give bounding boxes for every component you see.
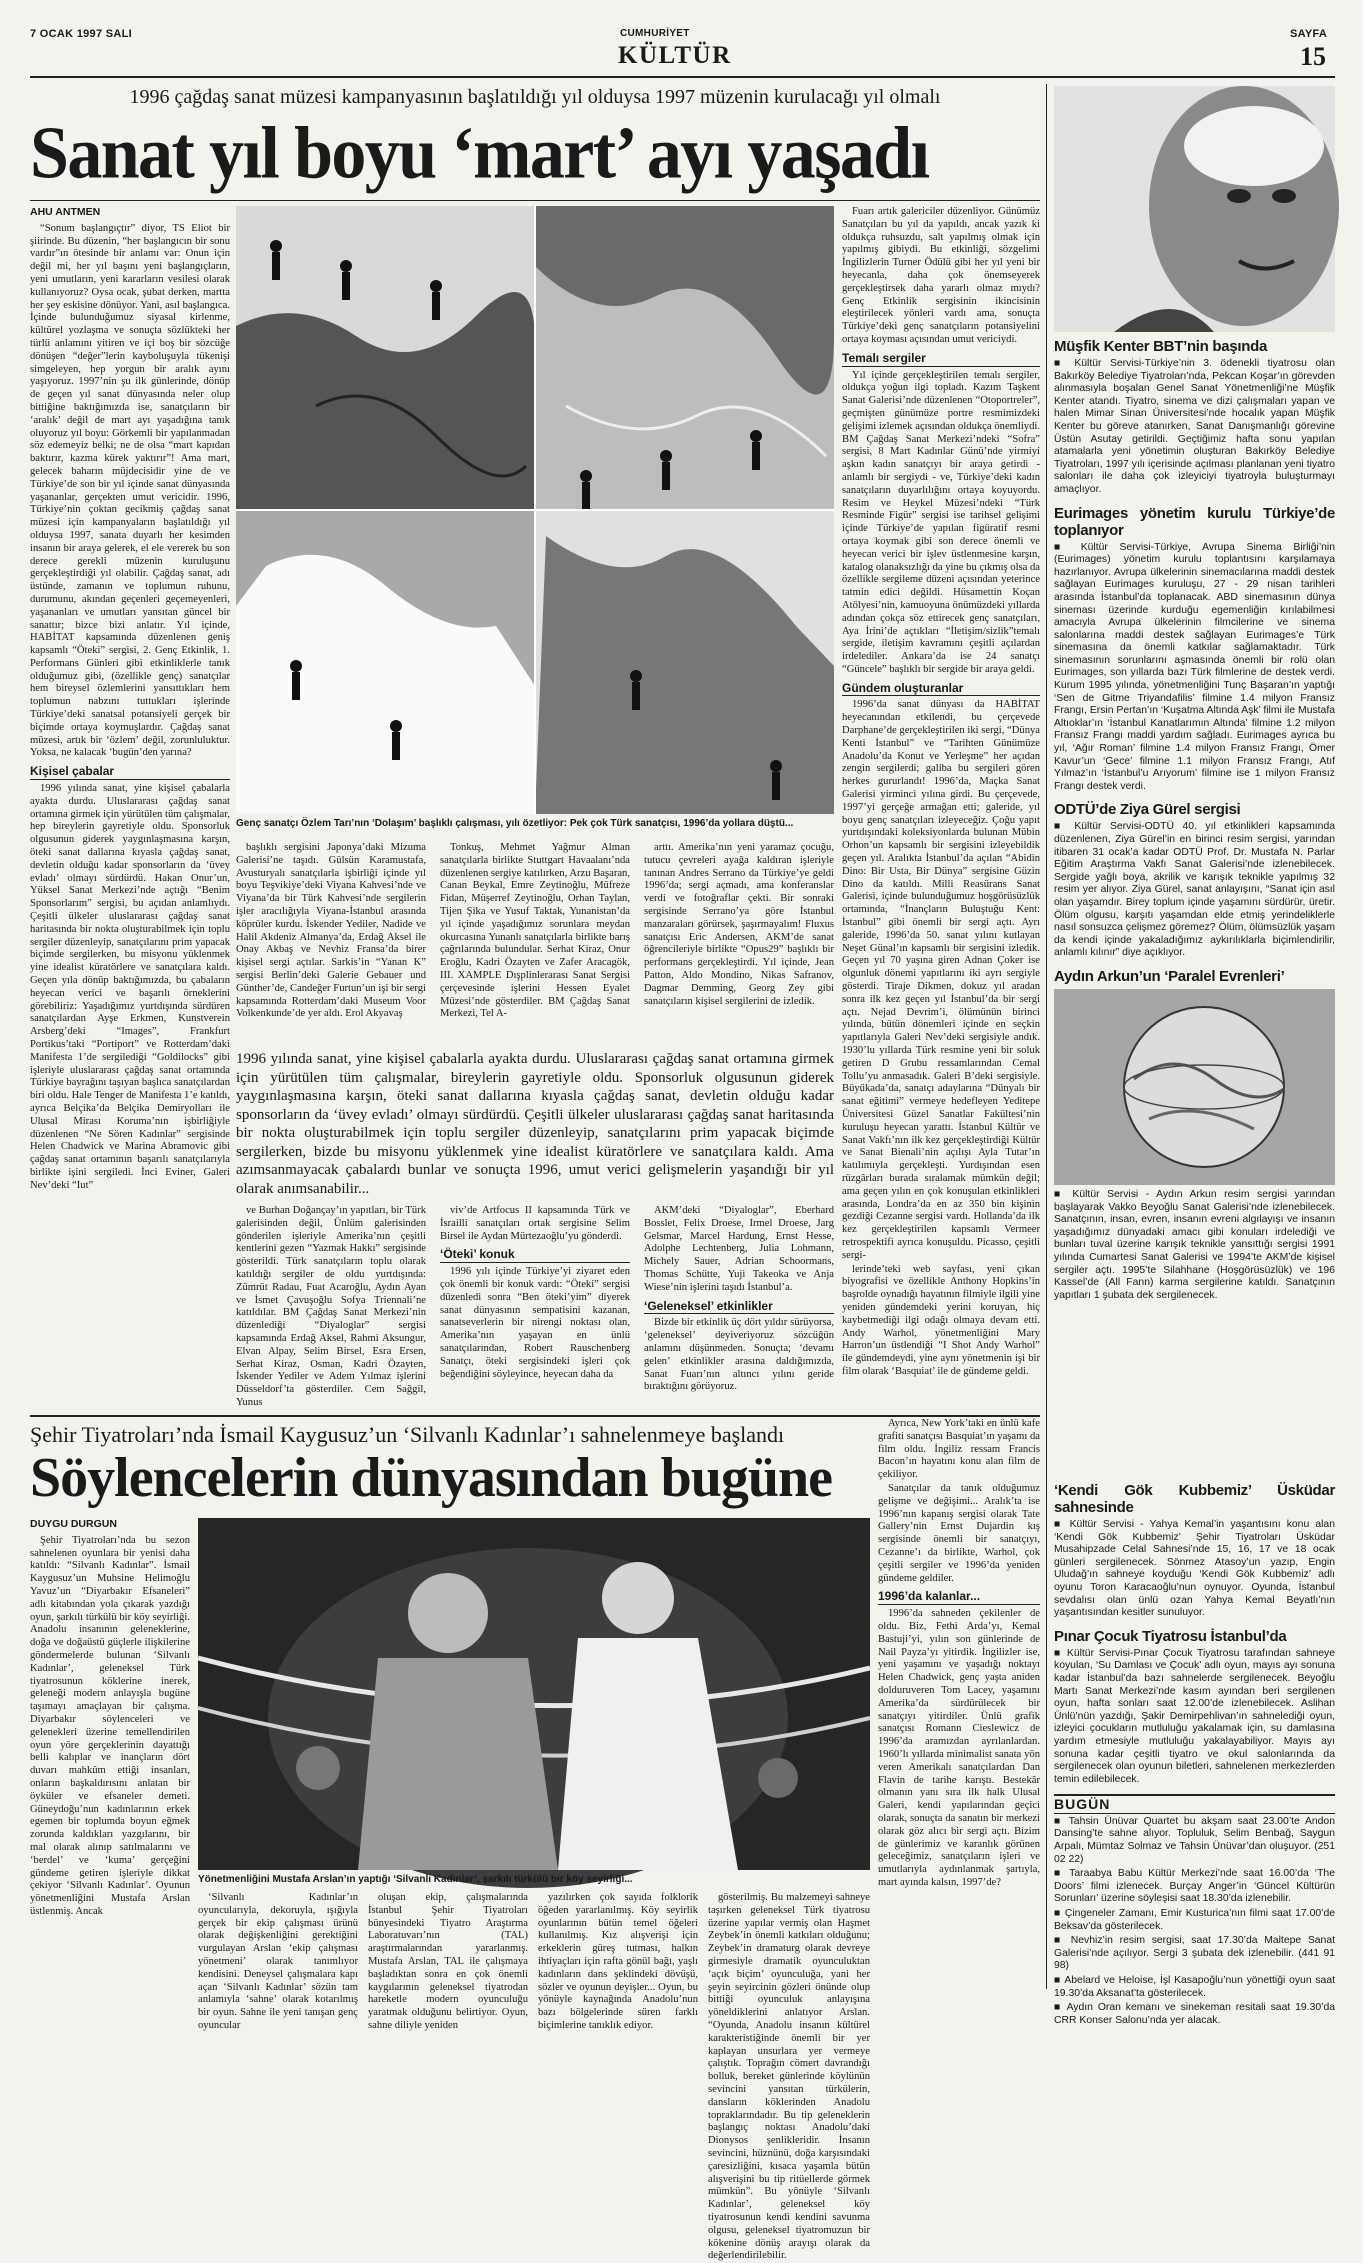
subhead-geleneksel: ‘Geleneksel’ etkinlikler [644, 1300, 834, 1315]
bugun-item: ■ Aydın Oran kemanı ve sinekeman resitali saat 19.30’da CRR Konser Salonu’nda yer alacak. [1054, 2002, 1335, 2026]
sidebar-divider [1046, 84, 1047, 1989]
lead-text-5: Fuarı artık galericiler düzenliyor. Günümüz Sanatçıları bu yıl da yapıldı, ancak yazık ki oldukça ruhsuzdu, salt yapılmış olmak için yapılmış gibiydi. Bu etkinliği, sözgelimi İngilizlerin Turner Ödülü gibi her yıl yeni bir heyecanla, daha çok önemseyerek gerçekleştirsek daha yararlı olmaz mıydı? Genç Etkinlik sergisinin ikincisinin eleştirilecek yönleri vardı ama, sonuçta Türkiye’deki genç sanatçıların potansiyelini ortaya koyması açısından umut vericiydi. [842, 206, 1040, 345]
bugun-item: ■ Çingeneler Zamanı, Emir Kusturica’nın filmi saat 17.00’de Beksav’da gösterilecek. [1054, 1908, 1335, 1932]
bugun-item: ■ Tahsin Ünüvar Quartet bu akşam saat 23.00’te Andon Dansing’te sahne alıyor. Topluluk, Selim Benbağ, Saygun Arpalı, Mümtaz Solmaz ve Tahsin Ünüvar’dan oluşuyor. (251 02 22) [1054, 1815, 1335, 1865]
second-text-3: oluşan ekip, çalışmalarında İstanbul Şehir Tiyatroları bünyesindeki Tiyatro Araştırma Laboratuvarı’nın (TAL) araştırmalarından yararlanmış. Mustafa Arslan, TAL ile çalışmaya başladıktan sonra en çok önemli kaygılarının geleneksel tiyatrodan hareketle modern oyunculuğu yaratmak olduğunu belirtiyor. Oyun, sahne diliyle yeniden [368, 1892, 528, 2031]
headline-rule [30, 200, 1040, 201]
lead-column-3 [440, 842, 630, 1038]
second-column-3 [368, 1892, 528, 2031]
theatre-photo-svg [198, 1518, 870, 1870]
second-headline: Söylencelerin dünyasından bugüne [30, 1447, 833, 1509]
section-title: KÜLTÜR [618, 42, 732, 69]
right-text-0: Ayrıca, New York’taki en ünlü kafe grafiti sanatçısı Basquiat’ın yaşamı da film oldu. İngiliz ressam Francis Bacon’ın hayatını konu alan film de çekiliyor. [878, 1418, 1040, 1481]
right-text-1: Sanatçılar da tanık olduğumuz gelişme ve değişimi... Aralık’ta ise 1996’nın kapanış sergisi olarak Tate Gallery’nin Ernst Dujardin kış sergisinde önemli bir sanatçıyı, Cezanne’ı da birlikte, Warhol, çok çeşitli sergiler ve 1996’da yeniden gündeme geldiler. [878, 1482, 1040, 1584]
second-text-1: Şehir Tiyatroları’nda bu sezon sahnelenen oyunlara bir yenisi daha katıldı: “Silvanlı Kadınlar”. İsmail Kaygusuz’un Muhsine Helimoğlu Yavuz’un “Diyarbakır Efsaneleri” adlı kitabından yola çıkarak yazdığı oyun, şarkılı türkülü bir köy seyirliği. Anadolu insanının geleneklerine, doğa ve doğaüstü güçlerle ilişkilerine göndermelerde bulunan ‘Silvanlı Kadınlar’, geleneksel Türk tiyatrosunun köklerine inerek, geleneği modern anlayışla bugüne taşımayı amaçlayan bir çalışma. Diyarbakır söylenceleri ve gelenekleri üzerine temellendirilen oyun yöre gerçeklerinin dayattığı belli kalıplar ve inançların dört duvarı mahkûm ettiği insanları, onların başkaldırısını anlatan bir öyküler ve efsaneler demeti. Güneydoğu’nun kadınlarının erkek egemen bir toplumda boyun eğmek zorunda kaldıkları yazgılarını, bir mal olarak alınıp satılmalarını ve ‘berdel’ ve ‘kuma’ gerçeğini gündeme getiren işleriyle dikkat çekiyor ‘Silvanlı Kadınlar’. Oyunun yönetmenliğini Mustafa Arslan üstlenmiş. Ancak [30, 1534, 190, 1917]
second-kicker: Şehir Tiyatroları’nda İsmail Kaygusuz’un ‘Silvanlı Kadınlar’ı sahnelenmeye başlandı [30, 1422, 785, 1447]
lead-column-4 [644, 842, 834, 1038]
lead-column-2b [236, 1205, 426, 1408]
lead-text-5d: lerinde’teki web sayfası, yeni çıkan biyografisi ve özellikle Anthony Hopkins’in başrolde oynadığı hayatının filmiyle ilgili yine yeniden gündemdeki yerini koruyan, hiç kaybetmediği ilgi odağı olmaya devam etti. Andy Warhol, yönetmenliğini Mary Harron’un üstlendiği “I Shot Andy Warhol” ile gündemdeydi, yine aynı yönetmenin işi bir film olarak ‘Basquiat’ ile de gündeme geldi. [842, 1263, 1040, 1377]
artwork-caption: Genç sanatçı Özlem Tarı’nın ‘Dolaşım’ başlıklı çalışması, yılı özetliyor: Pek çok Türk sanatçısı, 1996’da yollara düştü... [236, 818, 794, 829]
subhead-kisisel-cabalar: Kişisel çabalar [30, 765, 230, 780]
sidebar-column [1054, 336, 1335, 1472]
subhead-1996-kalanlar: 1996’da kalanlar... [878, 1590, 1040, 1605]
lead-text-4c: Bizde bir etkinlik üç dört yıldır sürüyorsa, ‘geleneksel’ deyiveriyoruz sözcüğün anlamını düşünmeden. Sonuçta; ‘devamı gelen’ etkinlikler arasına daldığımızda, Sanat Fuarı’nın altıncı yılını geride bıraktığını görüyoruz. [644, 1317, 834, 1393]
lead-kicker: 1996 çağdaş sanat müzesi kampanyasının başlatıldığı yıl olduysa 1997 müzenin kurulacağı yıl olmalı [129, 86, 941, 108]
globe-painting [1054, 989, 1335, 1185]
second-column-2 [198, 1892, 358, 2031]
bugun-list [1054, 1816, 1335, 2028]
lead-text-5b: Yıl içinde gerçekleştirilen temalı sergiler, oldukça yoğun ilgi topladı. Kazım Taşkent Sanat Galerisi’nde düzenlenen “Otoportreler”, geçmişten günümüze portre resmimizdeki gelişimi izlemek açısından oldukça önemliydi. BM Çağdaş Sanat Merkezi’ndeki “Sofra” sergisi, 8 Mart Kadınlar Günü’nde yirmiyi aşkın kadın sanatçıyı bir araya getirdi - anlamlı bir sergiydi - ve, Türkiye’deki kadın sanatçıların duyarlılığını ortaya koyuyordu. Resim ve Heykel Müzesi’ndeki “Türk Resminde Figür” sergisi ise tarihsel gelişimi içinde Türkiye’de yapılan figüratif resmi ortaya koymak gibi son derece önemli ve heyecan verici bir işlev üstlenmesine karşın, katalog olanaksızlığı da yine bu çıkmış olsa da özellikle sergileme düzeni açısından yeterince tatmin edici değildi. Hüsamettin Koçan Atölyesi’nin, kamuoyuna önümüzdeki yıllarda adından çokça söz ettirecek genç sanatçıları, Aya İrini’de açtıkları “İletişim/sizlik”temalı sergide, iletişim kavramını çeşitli açılardan irdelediler. Ankara’da ise 24 sanatçı “Güncele” başlıklı bir sergide bir araya geldi. [842, 369, 1040, 675]
newspaper-name: CUMHURİYET [620, 28, 690, 39]
lead-text-4b: AKM’deki “Diyaloglar”, Eberhard Bosslet, Felix Droese, Irmel Droese, Jarg Gelsmar, Marcel Hardung, Ernst Hesse, Adolphe Lechtenberg, Julia Lohmann, Michely Sauer, Adrian Schoormans, Thomas Schütte, Yuji Takeoka ve Anja Wiese’nin işlerini taşıdı İstanbul’a. [644, 1205, 834, 1293]
issue-date: 7 OCAK 1997 SALI [30, 28, 133, 40]
second-column-5 [708, 1892, 870, 2262]
page-number: 15 [1300, 42, 1326, 71]
sidebar-story1-body: ■ Kültür Servisi-Türkiye’nin 3. ödenekli tiyatrosu olan Bakırköy Belediye Tiyatroları’nda, Pekcan Koşar’ın görevden alınmasıyla boşalan Genel Sanat Yönetmenliği’ne Müşfik Kenter atandı. Tiyatro, sinema ve dizi çalışmaları yapan ve halen Mimar Sinan Üniversitesi’nde hocalık yapan Müşfik Kenter bu göreve atanırken, Sanat Danışmanlığı görevine Üstün Asutay getirildi. Geçtiğimiz hafta sonu yapılan atamalarla yeni yönetimin oluşturan Bakırköy Belediye Tiyatroları, 1997 yılı içerisinde açılması planlanan yeni tiyatro salonları ile daha çok izleyiciyi tiyatroyla buluşturmayı amaçlıyor. [1054, 358, 1335, 495]
lead-column-3b [440, 1205, 630, 1405]
second-story-rule [30, 1415, 1040, 1417]
lead-byline: AHU ANTMEN [30, 206, 101, 218]
bugun-item: ■ Taraabya Babu Kültür Merkezi’nde saat 16.00’da ‘The Doors’ filmi izlenecek. Burçay Anger’in ‘Güncel Kültürün Sorunları’ üzerine söyleşisi saat 18.30’da izlenebilir. [1054, 1868, 1335, 1905]
lead-text-2: başlıklı sergisini Japonya’daki Mizuma Galerisi’ne taşıdı. Gülsün Karamustafa, Avusturyalı sanatçılarla işbirliği içinde yıl boyu Teşvikiye’deki Viyana Kahvesi’nde ve Viyana’da bir Türk Kahvesi’nde sergilerin işler aracılığıyla Viyana-İstanbul arasında köprüler kurdu. İskender Yediler, Nadide ve Halil Akdeniz Almanya’da, Erdağ Aksel ile Onay Akbaş ve Nevhiz Fransa’da birer kişisel sergi açtılar. Sarkis’in “Yanan K” sergisi Berlin’deki Galerie Gebauer und Günther’de, Candeğer Furtun’un işi bir sergi kapsamında Rotterdam’daki Museum Voor Volkenkunde’de yer aldı. Erol Akyavaş [236, 842, 426, 1020]
map-artwork-svg [236, 206, 834, 814]
subhead-temali-sergiler: Temalı sergiler [842, 352, 1040, 367]
second-text-5: gösterilmiş. Bu malzemeyi sahneye taşırken geleneksel Türk tiyatrosu üzerine yapılar vermiş olan Haşmet Zeybek’in önemli katkıları olduğunu; Zeybek’in dramaturg olarak devreye girmesiyle dramatik oyunculuktan ‘açık biçim’ oyunculuğa, yani her şeyin seyircinin gözleri önünde olup bittiği oyunculuk anlayışına yöneldiklerini anlatıyor Arslan. “Oyunda, Anadolu insanın kültürel karakteristiğinde önemli bir yer kaplayan unsurlara yer vermeye çalıştık. Toprağın cömert davrandığı bolluk, bereket günlerinde köylünün sevincini yansıtan türkülerin, dansların köklerinden Anadolu topraklarındadır. Bu tip geleneklerin başlangıç noktası Anadolu’daki Dionysos şenlikleridir. İnsanın sevincini, hüznünü, doğa karşısındaki çaresizliğini, kısaca yaşamla bütün alışverişini bu tip ritüellerde görmek mümkün”. Bu yönüyle ‘Silvanlı Kadınlar’, geleneksel köy tiyatrosunun kendi kendini savunma olgusu, geleneksel tiyatromuzun bir kökenine dönüş arayışı olarak da değerlendirilebilir. [708, 1892, 870, 2262]
sidebar-story5-title: ‘Kendi Gök Kubbemiz’ Üsküdar sahnesinde [1054, 1482, 1335, 1516]
bugun-item: ■ Abelard ve Heloise, İşl Kasapoğlu’nun yönettiği oyun saat 19.30’da Aksanat’ta gösterilecek. [1054, 1975, 1335, 1999]
lead-text-5c: 1996’da sanat dünyası da HABİTAT heyecanından etkilendi, bu çerçevede Darphane’de gerçekleştirilen iki sergi, “Dünya Kenti İstanbul” ve “Tarihten Günümüze Anadolu’da Konut ve Yerleşme” her açıdan zengin sergilerdi; galiba bu sergileri gören herkes gururlandı! 1996’da, Maçka Sanat Galerisi yirminci yılına girdi. Bu çerçevede, 1997’yi gerçeğe armağan etti; galeride, yıl boyu genç sanatçıları izleyeceğiz. Çoğu yapıt yurtdışındaki koleksiyonlarda bulunan Mübin Orhon’un kapsamlı bir sergisini izleyebildik geçen yıl. Aralıkta İstanbul’da açılan “Abidin Dino: Bir Usta, Bir Dünya” sergisine Güzin Dino da katıldı. Milli Reasürans Sanat Galerisi, içinde bulunduğumuz hoşgörüsüzlük ortamında, “İnançların Buluştuğu Kent: İstanbul” gibi önemli bir sergi açtı. Ayrı galeride, 1996’da 50. sanat yılını kutlayan Neşet Günal’ın kapsamlı bir sergisini izledik. Geçen yıl 70 yaşına giren Adnan Çoker ise olgunluk dönemi yapıtlarını iki ayrı sergiyle gösterdi. Tiraje Dikmen, dokuz yıl aradan sonra ilk kez geçen yıl İstanbul’da bir sergi açtı. Nejad Devrim’i, ölümünün birinci yılında, bütün dönemleri içinde en seçkin yapıtlarıyla Galeri Nev’deki sergisiyle andık. 1930’lu yıllarda Türk resmine yeni bir soluk getiren D Grubu ressamlarından Cemal Tollu’yu anmasadık. Galeri B’deki sergisiyle. Büyükada’da, sanatçı adaylarına “Dünyalı bir sanat eğitimi” vermeye hedefleyen Yeditepe Üniversitesi Güzel Sanatlar Fakültesi’nin kuruluşu heyecan yarattı. İstanbul Kültür ve Sanat Vakfı’nın ilk kez gerçekleştirdiği Kültür ve Sanat Bienali’nin açılışı Ayla Tutar’ın katılımıyla gerçekleşti. Yurdışından esen rüzgârları burada sıralamak mümkün değil; ama geçen yılın en çok konuşulan etkinlikleri arasında, Londra’da en az 350 bin kişinin gezdiği Cezanne sergisi vardı. Hollanda’da ilk kez gerçekleştirilen kapsamlı Vermeer retrospektifi ayrıca konuşuldu. Picasso, çeşitli sergi- [842, 699, 1040, 1261]
sidebar-column-lower [1054, 1480, 1335, 2026]
lead-text-1b: 1996 yılında sanat, yine kişisel çabalarla ayakta durdu. Uluslararası çağdaş sanat ortamına girmek için yürütülen tüm çalışmalar, hep bireylerin gayretiyle oldu. Sponsorluk olgusunun giderek yaygınlaşmasına karşın, öteki sanat dallarına kıyasla çağdaş sanat, devletin olduğu kadar sponsorların da ‘üvey evladı’ olmayı sürdürdü. Hakan Onur’un, Yüksel Sanat Merkezi’nde açtığı “Benim Sponsorlarım” sergisi, bu açıdan anlamlıydı. Çeşitli ülkeler uluslararası çağdaş sanat haritasında bir nokta oluşturabilmek için toplu sergiler düzenleyip, sanatçılarını prim yapacak biçimde sergilerken, bu misyonu yüklenmek yine idealist küratörlere ve sanatçılara kaldı. Geçen yıla dönüp baktığımızda, bu çabaların heyecan verici ve başarılı örneklerini görebiliriz: Yaşadığımız yurtdışında sürdüren sanatçılardan Ayşe Erkmen, Kunstverein Arsberg’deki “Images”, Frankfurt Portikus’taki “Portiport” ve Rotterdam’daki Manifesta 1’de sergilediği “Goldilocks” gibi işleriyle uluslararası çağdaş sanat ortamında Türkiye bayrağını taşıyan başlıca sanatçılardan biri oldu. Hale Tenger de Manifesta 1’e katıldı, ayrıca Belçika’da Belçika Demiryolları ile Ulusal Mirası Koruma’nın işbirliğiyle düzenlenen “Ne Sören Kadınlar” sergisinde Helen Chadwick ve Marina Abramovic gibi çağdaş sanat ortamının başarılı sanatçılarıyla birlikte işini sergiledi. İnci Eviner, Galeri Nev’deki “Iut” [30, 783, 230, 1191]
sidebar-story1-title: Müşfik Kenter BBT’nin başında [1054, 338, 1267, 355]
subhead-gundem: Gündem oluşturanlar [842, 682, 1040, 697]
sidebar-story6-body: ■ Kültür Servisi-Pınar Çocuk Tiyatrosu tarafından sahneye koyulan, ‘Su Damlası ve Çocuk’ adlı oyun, mayıs ayı sonuna kadar İstanbul’da bazı sahnelerde sergilenecek. Beyoğlu Martı Sanat Merkezi’nde kasım ayından beri sergilenen oyun, hafta sonları saat 12.00’de izlenebilecek. Aslihan Ünlü’nün yazdığı, Şakir Demirpehlivan’ın sahnelediği oyun, izleyici çocukların mutluluğu yakalamak için, su damlasına yardım etmesiyle mutluluğu yakalayabiliyor. Mayıs ayı sonuna kadar çeşitli tiyatro ve okul salonlarında da sergilenecek olan oyunun biletleri, sahnelenen merkezlerden temin edilebilecek. [1054, 1647, 1335, 1785]
lead-column-2 [236, 842, 426, 1038]
second-text-2: ‘Silvanlı Kadınlar’ın oyuncularıyla, dekoruyla, ışığıyla gerçek bir ekip çalışması ürünü olarak değişkenliğini gerektiğini vurgulayan Arslan ‘ekip çalışması yönetmeni’ olarak tanımlıyor kendisini. Deneysel çalışmalara kapı açan ‘Silvanlı Kadınlar’ sözün tam anlamıyla ‘sahne’ olarak kotarılmış bir oyun. Sahne ile yeni tanışan genç oyuncular [198, 1892, 358, 2031]
lead-text-4: arttı. Amerika’nın yeni yaramaz çocuğu, tutucu çevreleri ayağa kaldıran işleriyle tanınan Andres Serrano da Türkiye’ye geldi 1996’da; sergi açmadı, ama konferanslar verdi ve fotoğraflar çekti. Bir sonraki sergisinde Serrano’ya göre İstanbul manzaraları görürsek, şaşırmayalım! Fluxus sanatçısı Eric Andersen, AKM’de sanat öğrencileriyle birlikte “Opus29” başlıklı bir performans gerçekleştirdi. Yıl içinde, Jean Patton, Aldo Mondino, Nikas Safranov, Dagmar Demming, Georg Zey gibi sanatçıların kişisel sergilerini de izledik. [644, 842, 834, 1007]
lead-text-3c: 1996 yılı içinde Türkiye’yi ziyaret eden çok önemli bir konuk vardı: “Öteki” sergisi düzenledi sonra “Ben öteki’yim” diyerek sanat dünyasının sempatisini kazanan, sanatseverlerin bir nirengi noktası olan, Amerika’nın yaşayan en ünlü sanatçılarından, Robert Rauschenberg Sanatçı, öteki sergisindeki işleri çok beğendiğini söyleyince, heyecan daha da [440, 1266, 630, 1380]
lead-column-1 [30, 206, 230, 1406]
portrait-svg [1054, 86, 1335, 332]
second-byline: DUYGU DURGUN [30, 1518, 117, 1530]
pull-quote: 1996 yılında sanat, yine kişisel çabalarla ayakta durdu. Uluslararası çağdaş sanat ortamına girmek için yürütülen tüm çalışmalar, bireylerin gayretiyle oldu. Sponsorluk olgusunun giderek yaygınlaşmasına karşın, öteki sanat dallarına kıyasla çağdaş sanat, devletin olduğu kadar sponsorların da ‘üvey evladı’ olmayı sürdürdü. Çeşitli ülkeler uluslararası çağdaş sanat haritasında bir nokta oluşturabilmek için toplu sergiler düzenleyip, sanatçılarını prim yapacak biçimde sergilerken, bizde bu misyonu yüklenmek yine idealist küratörlere ve sanatçılara kaldı. Ama azımsanmayacak çabalardı bunlar ve sonuçta 1996, umut verici gelişmelerin yaşandığı bir yıl olarak anımsanabilir... [236, 1051, 834, 1197]
page-label: SAYFA [1290, 28, 1328, 40]
lead-text-3b: viv’de Artfocus II kapsamında Türk ve İsrailli sanatçıları ortak sergisine Selim Birsel ile Aydan Mürtezaoğlu’yu gönderdi. [440, 1205, 630, 1242]
sidebar-story2-body: ■ Kültür Servisi-Türkiye, Avrupa Sinema Birliği’nin (Eurimages) yönetim kurulu toplantısını karşılamaya hazırlanıyor. Avrupa ülkelerinin sinemacılarına maddi destek sağlayan Eurimages kuruluşu, 27 - 29 nisan tarihleri arasında İstanbul’da toplanacak. ABD sinemasının dünya sineması üzerinde kurduğu egemenliğin kırılabilmesi amacıyla Avrupa ülkelerinin filmcilerine ve sinema salonlarına maddi destek sağlayan Eurimages’e Türk sinemasına da önemli katkılar sağlamaktadır. Türk sinemasının sorunlarını aşmasında önemli bir rolü olan Eurimages, son yıllarda bazı Türk filmlerine de destek verdi. Kurum 1995 yılında, yönetmenliğini Tunç Başaran’ın yaptığı ‘Sen de Gitme Triyandafilis’ filmine 1.4 milyon Fransız Frangı, Ersin Pertan’ın ‘Kuşatma Altında Aşk’ filmi ile Mustafa Altıoklar’ın ‘İstanbul Kanatlarımın Altında’ filmine 1.2 milyon Fransız Frangı maddi yardım sağladı. Eurimages ayrıca bu yıl, ‘Ağır Roman’ filmine 1.4 milyon Fransız Frangı, Ömer Kavur’un ‘Gece’ filmine 1.1 milyon Fransız Frangı, Atıf Yılmaz’ın ‘İstanbul’u Arıyorum’ filmine ise 1 milyon Fransız Frangı destek verdi. [1054, 541, 1335, 792]
sidebar-story3-title: ODTÜ’de Ziya Gürel sergisi [1054, 801, 1241, 819]
theatre-photo [198, 1518, 870, 1870]
lead-text-2b: ve Burhan Doğançay’ın yapıtları, bir Türk galerisinden değil, Ünlüm galerisinden gönderilen işleriyle Amerika’nın çeşitli kentlerini gezen “Yazmak Hakkı” sergisinde gösterildi. Türk sanatçıların toplu olarak katıldığı sergiler de oldu yurtdışında: Zümrüt Radau, Fuat Acaroğlu, Aydın Ayan ve İsmet Çavuşoğlu Sofya Triennali’ne katıldılar. BM Çağdaş Sanat Merkezi’nin düzenlediği “Diyaloglar” sergisi kapsamında Erdağ Aksel, Rahmi Aksungur, Elvan Alpay, Selim Birsel, Esra Ersen, Serhat Kiraz, Osman, Kadri Özayten, İskender Yediler ve Adem Yılmaz işlerini Düsseldorf’ta gösterdiler. Cem Sağgil, Yunus [236, 1205, 426, 1408]
lead-column-4b [644, 1205, 834, 1405]
sidebar-story2-title: Eurimages yönetim kurulu Türkiye’de toplanıyor [1054, 504, 1335, 539]
globe-svg [1054, 989, 1335, 1185]
right-column [878, 1418, 1040, 1988]
lead-text-3: Tonkuş, Mehmet Yağmur Alman sanatçılarla birlikte Stuttgart Havaalanı’nda düzenlenen sergiye katılırken, Arzu Başaran, Canan Beykal, Emre Zeytinoğlu, Müfreze Fidan, Müşerref Zeytinoğlu, Orhan Taylan, Tijen Şika ve Yusuf Taktak, Yunanistan’da yıl içinde yaşadığımız sorunlara meydan okurcasına Yunanlı sanatçılarla birlikte barış çağrılarında bulundular. Serhat Kiraz, Onur Eroğlu, Kadri Özayten ve Zafer Aracagök, III. XAMPLE Dışplinlerarası Sanat Sergisi çerçevesinde işlerini Hessen Eyalet Müzesi’nde gösterdiler. BM Çağdaş Sanat Merkezi, Tel A- [440, 842, 630, 1020]
lead-column-5 [842, 206, 1040, 1406]
lead-headline: Sanat yıl boyu ‘mart’ ayı yaşadı [30, 113, 929, 195]
lead-text-1: “Sonum başlangıçtır” diyor, TS Eliot bir şiirinde. Bu düzenin, “her başlangıcın bir sonu vardır”ın ötesinde bir anlamı var: Onun için değil mi, her yıl başını yeni başlangıçların, yeni umutların, yeni kararların vesilesi olarak kullanıyoruz? Oysa ocak, şubat derken, martta her şey eskisine dönüyor. Yani, asıl başlangıca. İçinde bulunduğumuz siyasal kirlenme, kültürel yozlaşma ve sonuçta sözlükteki her türlü anlamını yitiren ve içi boş bir sözcüğe dönüşen “değer”lerin kayboluşuyla tükenişi simgeleyen, hep yorgun bir aralık ayını yaşıyoruz. 1997’nin şu ilk günlerinde, dönüp de geçen yıl sanat dünyasında neler olup bittiğine baktığımızda ise, sanatçıların bir ‘aralık’ değil de mart ayı yaşadığına tanık oluyoruz yıl boyu: Görkemli bir yapılanmadan söz edemeyiz belki; ne de olsa “mart kapıdan baktırır, kazma kürek yaktırır”! Ama mart, gelecek baharın müjdecisidir yine de ve Türkiye’de son bir yıl içinde sanat dünyasında yaşananlar, gerçekten umut vericidir. 1996, Türkiye’nin çoktan gecikmiş çağdaş sanat müzesi için kampanyaların başlatıldığı yıl olduysa 1997, sanata duyarlı her kesimden insanın bir araya gelerek, el ele vererek bu son derece gerekli müzenin kuruluşunu gerçekleştirdiği yıl olabilir. Çağdaş sanat, adı üstünde, zamanın ve toplumun ruhunu, durumunu, akından geçenleri geçemeyenleri, yaşananları ve umutları yansıtan güncel bir sanattır; bizce bizi anlatır. Yıl içinde, HABİTAT kapsamında düzenlenen geniş kapsamlı “Öteki” sergisi, 2. Genç Etkinlik, 1. Performans Günleri gibi etkinliklerle tanık olduğumuz gibi, (özellikle genç) sanatçılar hem bireysel özlemlerini yansıttıkları hem toplumun nabzını tuttukları işlerinde Türkiye’deki sanatsal potansiyeli gerçek bir biçimde ortaya koymuşlardır. Çağdaş sanat müzesi, artık bir ‘özlem’ değil, zorunluluktur. Yoksa, ne kalacak ‘bugün’den yarına? [30, 222, 230, 759]
sidebar-story6-title: Pınar Çocuk Tiyatrosu İstanbul’da [1054, 1627, 1287, 1645]
masthead-rule [30, 76, 1335, 78]
artwork-dolasim-image [236, 206, 834, 814]
sidebar-story3-body: ■ Kültür Servisi-ODTÜ 40. yıl etkinlikleri kapsamında düzenlenen, Ziya Gürel’in en birinci resim sergisi, yarından itibaren 31 ocak’a kadar ODTÜ Prof. Dr. Mustafa N. Parlar Eğitim Araştırma Vakfı Sanat Galerisi’nde izlenebilecek. Sergide yağlı boya, akrilik ve karışık teknikle yapılmış 32 resim yer alıyor. Ziya Gürel, sanat anlayışını, “Sanat için asıl olan yaşamdır. Birey toplum içinde yaşamını sürdürür, üretir. Ölüm olgusu, karşıtı yaşamdan elde etmiş yerindeliklerle nasıl sonsuzca çelişmez göremez? Ölüm, ölümsüzlük yaşam da kendi içinde yakaladığımız aykırılıklarla biçimlendirilir, anlamlı kılınır” diye açıklıyor. [1054, 821, 1335, 959]
bugun-item: ■ Nevhiz’in resim sergisi, saat 17.30’da Maltepe Sanat Galerisi’nde açılıyor. Sergi 3 şubata dek izlenebilir. (441 91 98) [1054, 1935, 1335, 1972]
right-text-2: 1996’da sahneden çekilenler de oldu. Biz, Fethi Arda’yı, Kemal Bastuji’yi, yılın son günlerinde de Nail Payza’yı yitirdik. İngilizler ise, yeni yaşamını ve yaşadığı noktayı Helen Chadwick, genç yaşta aniden dolduruveren Tom Lacey, yaşamını Amerika’da sürdürülecek bir sanatçıyı yitirdiler. Ünlü grafik sanatçısı Romann Cieslewicz de 1996’da aramızdan ayrılanlardan. 1960’lı yıllarda minimalist sanata yön veren Amerikalı sanatçılardan Dan Flavin de tarihe karıştı. Bestekâr olmanın yanı sıra ilk halk Ulusal Galeri, kendi yapılarından geçici olarak, sonuçta da sanatın bir merkezi olarak göz alıcı bir sergi açtı. Bizim de günlerimiz ve karanlık görünen geleceğimiz, sanatçıların işleri ve umutlarıyla aydınlanmak şartıyla, mart ayında kalsın, 1997’de? [878, 1608, 1040, 1888]
bugun-heading: BUGÜN [1054, 1794, 1335, 1814]
second-text-4: yazılırken çok sayıda folklorik öğeden yararlanılmış. Köy seyirlik oyunlarının bütün temel öğeleri kullanılmış. Kız alışverişi için erkeklerin güreş tutması, halkın ihtiyaçları için rafta gönül bağı, yaşlı kadınların dans şeklindeki dövüşü, sözler ve oyunun deyişler... Oyun, bu yönüyle kaynağında Anadolu’nun bazı bölgelerinde süren farklı biçimlerine tanıklık ediyor. [538, 1892, 698, 2031]
second-column-1 [30, 1518, 190, 1988]
subhead-oteki-konuk: ‘Öteki’ konuk [440, 1248, 630, 1263]
sidebar-story4-body: ■ Kültür Servisi - Aydın Arkun resim sergisi yarından başlayarak Vakko Beyoğlu Sanat Galerisi’nde izlenebilecek. Sanatçının, insan, evren, insanın evreni algılayışı ve insanın yaşadığımız dünyadaki amacı gibi konuları irdelediği ve bunları tuval üzerine karışık teknikle yansıttığı sergisi 1991 yılında Cumartesi Sanat Galerisi ve 1994’te AKM’de kişisel sergiler açtı. 1995’te Silahhane (Hoşgörüsüzlük) ve 196 Kassel’de (All Fann) karma sergilerine katıldı. Sanatçının yapıtları 1 şubata dek sergilenecek. [1054, 1188, 1335, 1301]
theatre-caption: Yönetmenliğini Mustafa Arslan’ın yaptığı ‘Silvanlı Kadınlar’, şarkılı türkülü bir köy seyirliği... [198, 1874, 633, 1885]
second-column-4 [538, 1892, 698, 2031]
sidebar-story4-title: Aydın Arkun’un ‘Paralel Evrenleri’ [1054, 967, 1285, 985]
sidebar-story5-body: ■ Kültür Servisi - Yahya Kemal’in yaşantısını konu alan ‘Kendi Gök Kubbemiz’ Şehir Tiyatroları Üsküdar Musahipzade Celal Sahnesi’nde 15, 16, 17 ve 18 ocak günleri sergilenecek. Sönmez Atasoy’un yazıp, Engin Uludağ’ın sahneye koyduğu ‘Kendi Gök Kubbemiz’ adlı oyunu Toron Karacaoğlu’nun oynuyor. Oyunda, İstanbul sevdalısı olan ünlü ozan Yahya Kemal Beyatlı’nın yaşantısından kesitler sunuluyor. [1054, 1519, 1335, 1619]
portrait-photo [1054, 86, 1335, 332]
